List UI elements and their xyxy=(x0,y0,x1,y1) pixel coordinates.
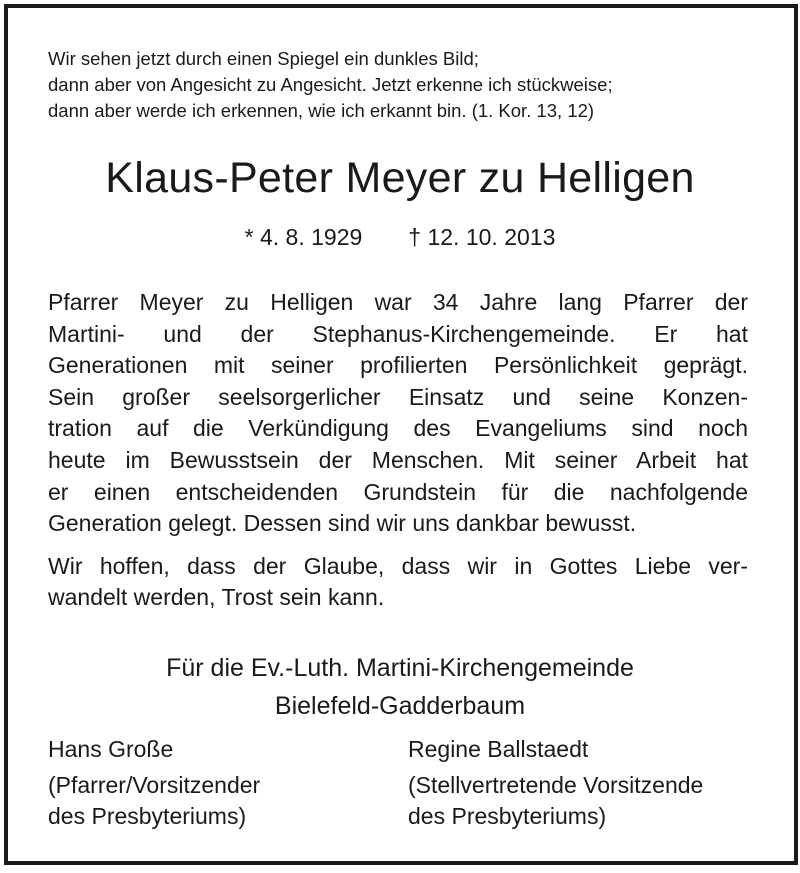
tribute-text xyxy=(48,287,748,614)
tribute-line: Pfarrer Meyer zu Helligen war 34 Jahre lang Pfarrer der xyxy=(48,289,748,315)
organization-line-1: Für die Ev.-Luth. Martini-Kirchengemeinde xyxy=(166,654,634,682)
tribute-line: Martini- und der Stephanus-Kirchengemeinde. Er hat xyxy=(48,320,748,347)
signatory-name: Hans Große xyxy=(48,736,174,762)
signatory-role: (Pfarrer/Vorsitzender xyxy=(48,771,261,798)
signatory-role: (Stellvertretende Vorsitzende xyxy=(408,771,704,798)
tribute-line: tration auf die Verkündigung des Evangeliums sind noch xyxy=(48,415,748,442)
quote-line: Wir sehen jetzt durch einen Spiegel ein dunkles Bild; xyxy=(48,48,479,69)
quote-line: dann aber werde ich erkennen, wie ich erkannt bin. (1. Kor. 13, 12) xyxy=(48,100,595,121)
tribute-paragraph-2 xyxy=(48,551,748,614)
quote-line: dann aber von Angesicht zu Angesicht. Jetzt erkenne ich stückweise; xyxy=(48,74,613,95)
signatory-right xyxy=(408,734,703,833)
tribute-line: Generation gelegt. Dessen sind wir uns dankbar bewusst. xyxy=(48,510,637,537)
tribute-line: Generationen mit seiner profilierten Persönlichkeit geprägt. xyxy=(48,352,748,379)
signatory-role: des Presbyteriums) xyxy=(408,803,607,829)
tribute-line: er einen entscheidenden Grundstein für die nachfolgende xyxy=(48,478,748,505)
tribute-line: wandelt werden, Trost sein kann. xyxy=(48,584,385,611)
signatory-role: des Presbyteriums) xyxy=(48,803,247,829)
tribute-paragraph-1 xyxy=(48,287,748,540)
tribute-line: Sein großer seelsorgerlicher Einsatz und seine Konzen- xyxy=(48,383,748,410)
tribute-line: heute im Bewusstsein der Menschen. Mit seiner Arbeit hat xyxy=(48,446,748,473)
organization-line-2: Bielefeld-Gadderbaum xyxy=(274,692,526,720)
signatory-left xyxy=(48,734,260,833)
death-date: † 12. 10. 2013 xyxy=(408,224,556,250)
deceased-name: Klaus-Peter Meyer zu Helligen xyxy=(105,154,695,202)
bible-quote xyxy=(48,46,748,124)
birth-date: * 4. 8. 1929 xyxy=(244,224,363,250)
signatory-name: Regine Ballstaedt xyxy=(408,736,589,762)
tribute-line: Wir hoffen, dass der Glaube, dass wir in Gottes Liebe ver- xyxy=(48,552,748,579)
life-dates xyxy=(0,220,800,254)
organization xyxy=(0,649,800,725)
